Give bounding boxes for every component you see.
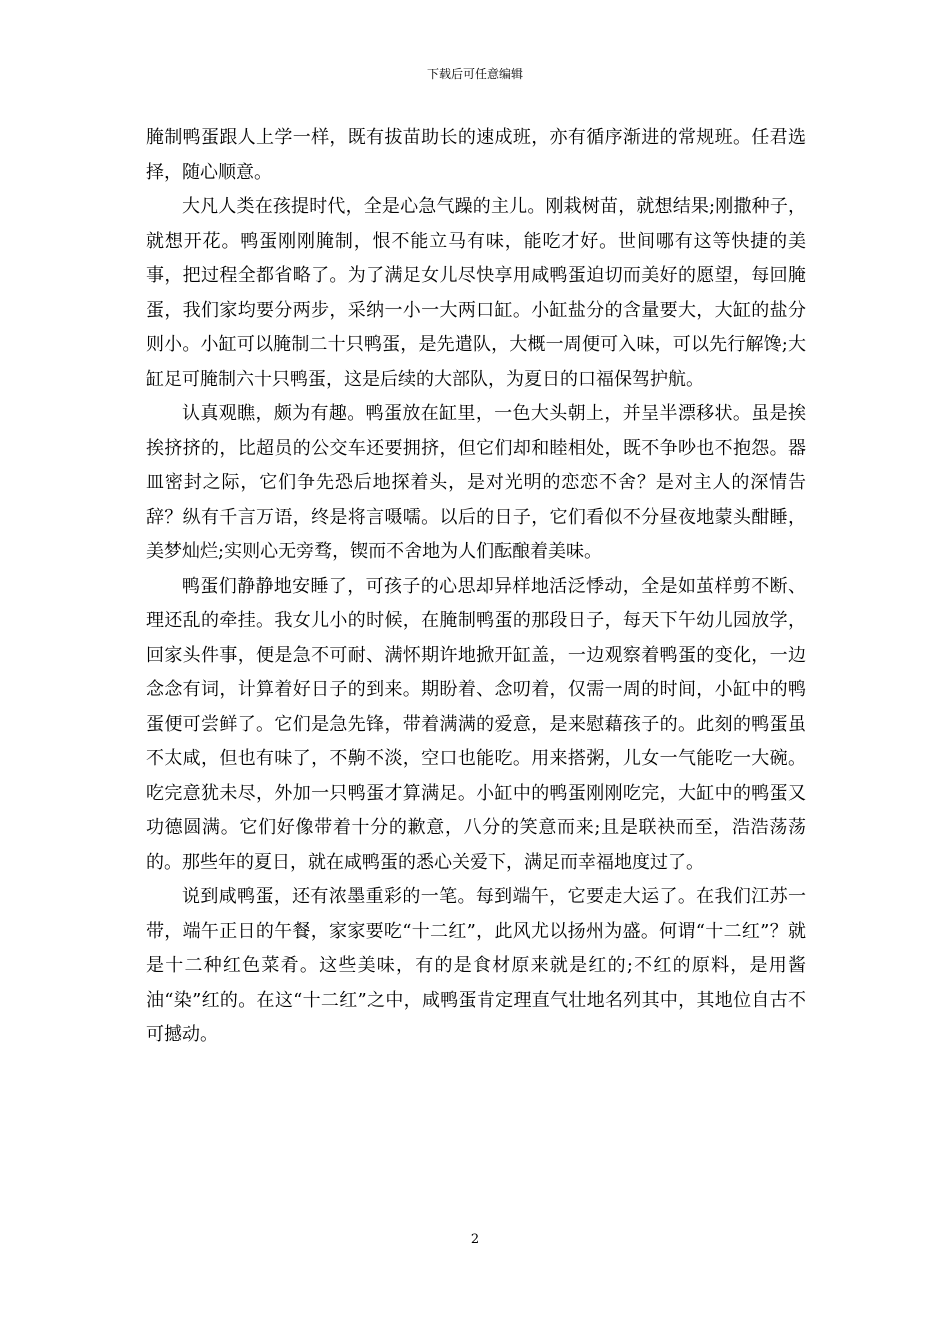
paragraph-4: 鸭蛋们静静地安睡了，可孩子的心思却异样地活泛悸动，全是如茧样剪不断、理还乱的牵挂。我女儿小的时候，在腌制鸭蛋的那段日子，每天下午幼儿园放学，回家头件事，便是急不可耐、满怀期许地掀开缸盖，一边观察着鸭蛋的变化，一边念念有词，计算着好日子的到来。期盼着、念叨着，仅需一周的时间，小缸中的鸭蛋便可尝鲜了。它们是急先锋，带着满满的爱意，是来慰藉孩子的。此刻的鸭蛋虽不太咸，但也有味了，不齁不淡，空口也能吃。用来搭粥，儿女一气能吃一大碗。吃完意犹未尽，外加一只鸭蛋才算满足。小缸中的鸭蛋刚刚吃完，大缸中的鸭蛋又功德圆满。它们好像带着十分的歉意，八分的笑意而来;且是联袂而至，浩浩荡荡的。那些年的夏日，就在咸鸭蛋的悉心关爱下，满足而幸福地度过了。: [146, 575, 806, 873]
paragraph-5: 说到咸鸭蛋，还有浓墨重彩的一笔。每到端午，它要走大运了。在我们江苏一带，端午正日的午餐，家家要吃“十二红”，此风尤以扬州为盛。何谓“十二红”？就是十二种红色菜肴。这些美味，有的是食材原来就是红的;不红的原料，是用酱油“染”红的。在这“十二红”之中，咸鸭蛋肯定理直气壮地名列其中，其地位自古不可撼动。: [146, 886, 806, 1045]
page-number: 2: [470, 1232, 480, 1247]
paragraph-3: 认真观瞧，颇为有趣。鸭蛋放在缸里，一色大头朝上，并呈半漂移状。虽是挨挨挤挤的，比超员的公交车还要拥挤，但它们却和睦相处，既不争吵也不抱怨。器皿密封之际，它们争先恐后地探着头，是对光明的恋恋不舍？是对主人的深情告辞？纵有千言万语，终是将言嗫嚅。以后的日子，它们看似不分昼夜地蒙头酣睡，美梦灿烂;实则心无旁骛，锲而不舍地为人们酝酿着美味。: [146, 403, 806, 562]
document-body: [146, 121, 806, 1053]
paragraph-2: 大凡人类在孩提时代，全是心急气躁的主儿。刚栽树苗，就想结果;刚撒种子，就想开花。鸭蛋刚刚腌制，恨不能立马有味，能吃才好。世间哪有这等快捷的美事，把过程全都省略了。为了满足女儿尽快享用咸鸭蛋迫切而美好的愿望，每回腌蛋，我们家均要分两步，采纳一小一大两口缸。小缸盐分的含量要大，大缸的盐分则小。小缸可以腌制二十只鸭蛋，是先遣队，大概一周便可入味，可以先行解馋;大缸足可腌制六十只鸭蛋，这是后续的大部队，为夏日的口福保驾护航。: [146, 196, 806, 390]
paragraph-1: 腌制鸭蛋跟人上学一样，既有拔苗助长的速成班，亦有循序渐进的常规班。任君选择，随心顺意。: [146, 127, 806, 183]
page-header: 下载后可任意编辑: [426, 67, 523, 81]
